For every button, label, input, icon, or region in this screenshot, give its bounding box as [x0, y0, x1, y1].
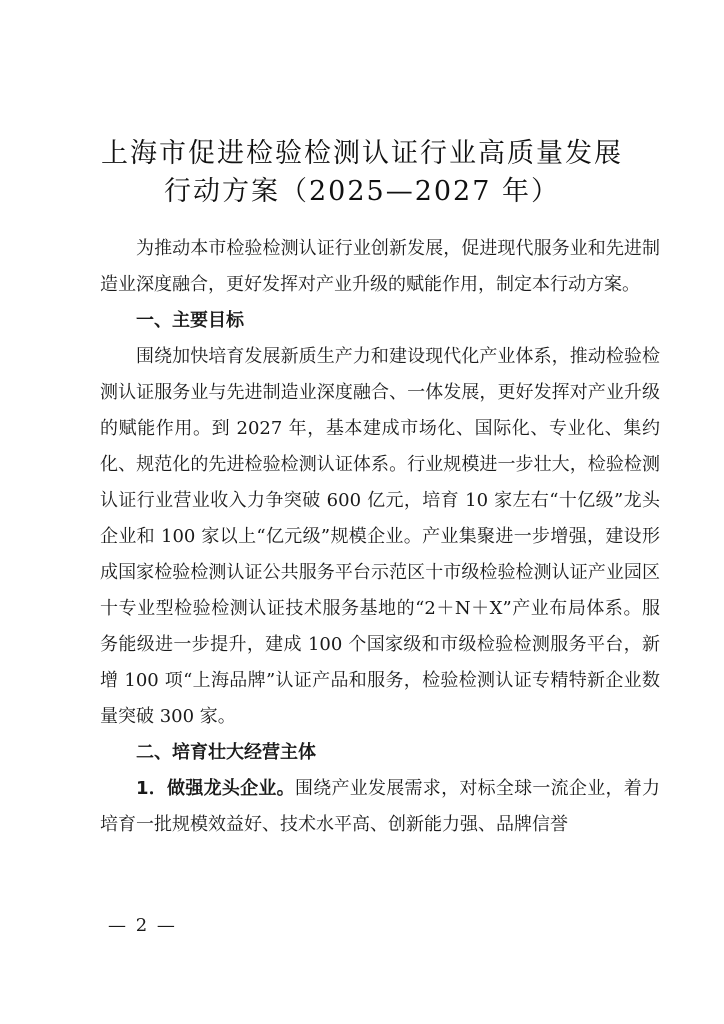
section-2-item-1 [100, 771, 660, 843]
section-1-paragraph: 围绕加快培育发展新质生产力和建设现代化产业体系，推动检验检测认证服务业与先进制造业深度融合、一体发展，更好发挥对产业升级的赋能作用。到 2027 年，基本建成市场化、国际化、专业化、集约化、规范化的先进检验检测认证体系。行业规模进一步壮大，检验检测认证行业营业收入力争突破 600 亿元，培育 10 家左右“十亿级”龙头企业和 100 家以上“亿元级”规模企业。产业集聚进一步增强，建设形成国家检验检测认证公共服务平台示范区十市级检验检测认证产业园区十专业型检验检测认证技术服务基地的“2＋N＋X”产业布局体系。服务能级进一步提升，建成 100 个国家级和市级检验检测服务平台，新增 100 项“上海品牌”认证产品和服务，检验检测认证专精特新企业数量突破 300 家。 [100, 346, 660, 727]
document-title-line-1: 上海市促进检验检测认证行业高质量发展 [101, 138, 623, 169]
intro-paragraph: 为推动本市检验检测认证行业创新发展，促进现代服务业和先进制造业深度融合，更好发挥对产业升级的赋能作用，制定本行动方案。 [100, 238, 660, 295]
section-2-item-1-body: 围绕产业发展需求，对标全球一流企业，着力培育一批规模效益好、技术水平高、创新能力强、品牌信誉 [100, 778, 661, 835]
section-2-heading: 二、培育壮大经营主体 [136, 742, 316, 763]
page-number: — 2 — [108, 915, 177, 936]
section-1-heading: 一、主要目标 [136, 310, 244, 331]
document-title-line-2: 行动方案（2025—2027 年） [163, 176, 560, 207]
section-2-item-1-lead: 1．做强龙头企业。 [136, 778, 295, 799]
document-body [100, 231, 660, 843]
